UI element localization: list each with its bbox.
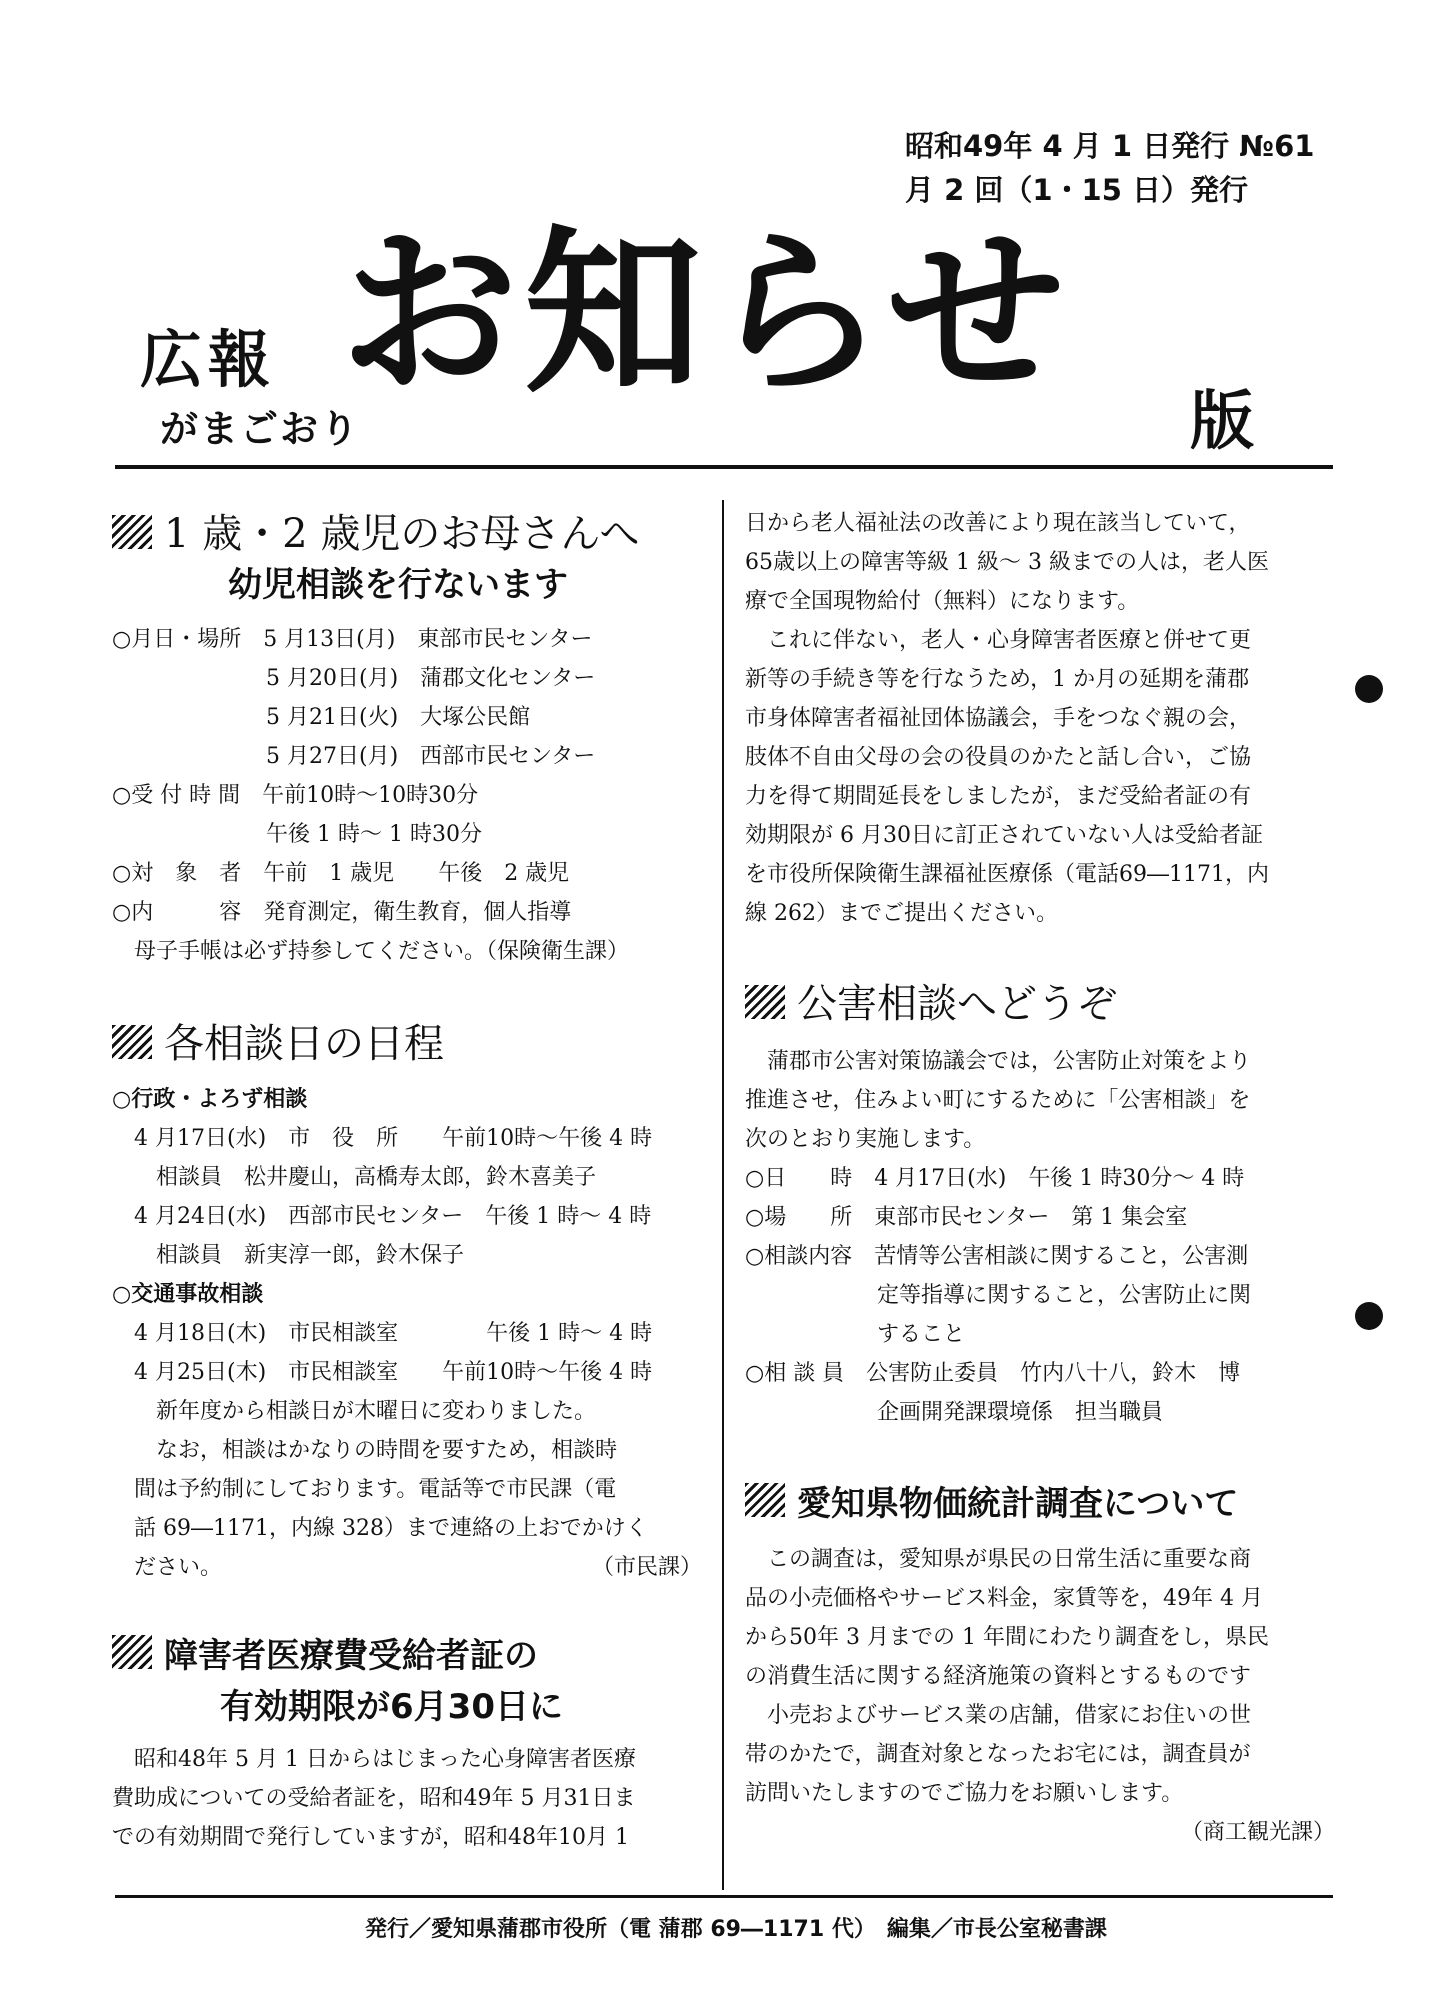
- binding-hole-mark: [1355, 1302, 1383, 1330]
- text-line: 5 月21日(火) 大塚公民館: [112, 705, 531, 730]
- article-body: [112, 1080, 702, 1587]
- text-line: 市身体障害者福祉団体協議会，手をつなぐ親の会，: [745, 706, 1252, 731]
- article-medical-certificate: [112, 1630, 712, 1857]
- text-line: ○相 談 員 公害防止委員 竹内八十八，鈴木 博: [745, 1361, 1241, 1386]
- masthead-title: お知らせ: [340, 210, 1071, 417]
- text-line: ○月日・場所 5 月13日(月) 東部市民センター: [112, 627, 593, 652]
- binding-hole-mark: [1355, 675, 1383, 703]
- hatch-icon: [112, 1635, 152, 1669]
- text-line: 品の小売価格やサービス料金，家賃等を，49年 4 月: [745, 1586, 1263, 1611]
- article-heading: 公害相談へどうぞ: [745, 978, 1335, 1030]
- text-line: 5 月20日(月) 蒲郡文化センター: [112, 666, 596, 691]
- text-line: ○相談内容 苦情等公害相談に関すること，公害測: [745, 1244, 1249, 1269]
- column-divider: [722, 500, 724, 1890]
- text-line: ○対 象 者 午前 1 歳児 午後 2 歳児: [112, 861, 570, 886]
- article-subheading: 有効期限が6月30日に: [220, 1687, 563, 1727]
- credit: （市民課）: [591, 1555, 702, 1580]
- masthead-rule: [115, 465, 1333, 469]
- article-price-survey: [745, 1478, 1335, 1852]
- article-consultation-schedule: [112, 1018, 702, 1587]
- text-line: ○日 時 4 月17日(水) 午後 1 時30分～ 4 時: [745, 1166, 1245, 1191]
- article-heading: 障害者医療費受給者証の: [112, 1630, 712, 1682]
- text-line: 新等の手続き等を行なうため，1 か月の延期を蒲郡: [745, 667, 1250, 692]
- text-line: 4 月17日(水) 市 役 所 午前10時～午後 4 時: [112, 1126, 653, 1151]
- text-line: 4 月24日(水) 西部市民センター 午後 1 時～ 4 時: [112, 1204, 652, 1229]
- text-line: なお，相談はかなりの時間を要すため，相談時: [112, 1438, 618, 1463]
- article-body: [112, 1740, 712, 1857]
- text-line: 次のとおり実施します。: [745, 1127, 986, 1152]
- text-line: を市役所保険衛生課福祉医療係（電話69―1171，内: [745, 862, 1269, 887]
- text-line: 費助成についての受給者証を，昭和49年 5 月31日ま: [112, 1786, 636, 1811]
- text-line: 療で全国現物給付（無料）になります。: [745, 589, 1140, 614]
- text-line: 昭和48年 5 月 1 日からはじまった心身障害者医療: [112, 1747, 636, 1772]
- text-line: の消費生活に関する経済施策の資料とするものです: [745, 1664, 1252, 1689]
- article-subheading: 幼児相談を行ないます: [228, 565, 568, 605]
- text-line: 力を得て期間延長をしましたが，まだ受給者証の有: [745, 784, 1252, 809]
- text-line: ○受 付 時 間 午前10時～10時30分: [112, 783, 479, 808]
- edition-label: 版: [1190, 385, 1254, 459]
- text-line: から50年 3 月までの 1 年間にわたり調査をし，県民: [745, 1625, 1269, 1650]
- article-infant-consultation: [112, 508, 702, 971]
- footer-rule: [115, 1895, 1333, 1898]
- text-line: 相談員 新実淳一郎，鈴木保子: [112, 1243, 465, 1268]
- text-line: ださい。: [112, 1555, 223, 1580]
- article-heading: 愛知県物価統計調査について: [745, 1478, 1335, 1530]
- text-line: これに伴ない，老人・心身障害者医療と併せて更: [745, 628, 1252, 653]
- text-line: 肢体不自由父母の会の役員のかたと話し合い，ご協: [745, 745, 1252, 770]
- section-title: ○交通事故相談: [112, 1282, 264, 1307]
- section-title: ○行政・よろず相談: [112, 1087, 308, 1112]
- text-line: 間は予約制にしております。電話等で市民課（電: [112, 1477, 617, 1502]
- text-line: 日から老人福祉法の改善により現在該当していて，: [745, 511, 1251, 536]
- text-line: 5 月27日(月) 西部市民センター: [112, 744, 596, 769]
- text-line: ○内 容 発育測定，衛生教育，個人指導: [112, 900, 572, 925]
- hatch-icon: [112, 1025, 152, 1059]
- hatch-icon: [112, 515, 152, 549]
- hatch-icon: [745, 985, 785, 1019]
- text-line: 定等指導に関すること，公害防止に関: [745, 1283, 1252, 1308]
- text-line: 効期限が 6 月30日に訂正されていない人は受給者証: [745, 823, 1263, 848]
- text-line: での有効期間で発行していますが，昭和48年10月 1: [112, 1825, 629, 1850]
- hatch-icon: [745, 1483, 785, 1517]
- text-line: 65歳以上の障害等級 1 級～ 3 級までの人は，老人医: [745, 550, 1269, 575]
- text-line: この調査は，愛知県が県民の日常生活に重要な商: [745, 1547, 1252, 1572]
- article-pollution-consultation: [745, 978, 1335, 1432]
- text-line: 帯のかたで，調査対象となったお宅には，調査員が: [745, 1742, 1251, 1767]
- text-line: 線 262）までご提出ください。: [745, 901, 1058, 926]
- text-line: 企画開発課環境係 担当職員: [745, 1400, 1164, 1425]
- text-line: 訪問いたしますのでご協力をお願いします。: [745, 1781, 1184, 1806]
- article-heading: 1 歳・2 歳児のお母さんへ: [112, 508, 702, 560]
- text-line: 新年度から相談日が木曜日に変わりました。: [112, 1399, 597, 1424]
- text-line: 午後 1 時～ 1 時30分: [112, 822, 482, 847]
- text-line: 話 69―1171，内線 328）まで連絡の上おでかけく: [112, 1516, 648, 1541]
- text-line: 蒲郡市公害対策協議会では，公害防止対策をより: [745, 1049, 1252, 1074]
- article-body: [745, 1042, 1335, 1432]
- footer-publisher: 発行／愛知県蒲郡市役所（電 蒲郡 69―1171 代） 編集／市長公室秘書課: [365, 1917, 1107, 1942]
- issue-frequency-line: 月 2 回（1・15 日）発行: [905, 173, 1249, 207]
- text-line: すること: [745, 1322, 966, 1347]
- gamagori-label: がまごおり: [160, 407, 361, 451]
- article-medical-certificate-cont: [745, 504, 1335, 933]
- text-line: 4 月25日(木) 市民相談室 午前10時～午後 4 時: [112, 1360, 653, 1385]
- text-line: ○場 所 東部市民センター 第 1 集会室: [745, 1205, 1188, 1230]
- text-line: 相談員 松井慶山，高橋寿太郎，鈴木喜美子: [112, 1165, 597, 1190]
- text-line: 母子手帳は必ず持参してください。（保険衛生課）: [112, 939, 630, 964]
- article-heading: 各相談日の日程: [112, 1018, 702, 1070]
- text-line: 推進させ，住みよい町にするために「公害相談」を: [745, 1088, 1251, 1113]
- article-body: [745, 1540, 1335, 1852]
- article-body: [112, 620, 702, 971]
- text-line: 小売およびサービス業の店舗，借家にお住いの世: [745, 1703, 1252, 1728]
- credit: （商工観光課）: [1180, 1820, 1335, 1845]
- issue-date-line: 昭和49年 4 月 1 日発行 №61: [905, 129, 1315, 163]
- kouhou-label: 広報: [140, 323, 277, 396]
- text-line: 4 月18日(木) 市民相談室 午後 1 時～ 4 時: [112, 1321, 653, 1346]
